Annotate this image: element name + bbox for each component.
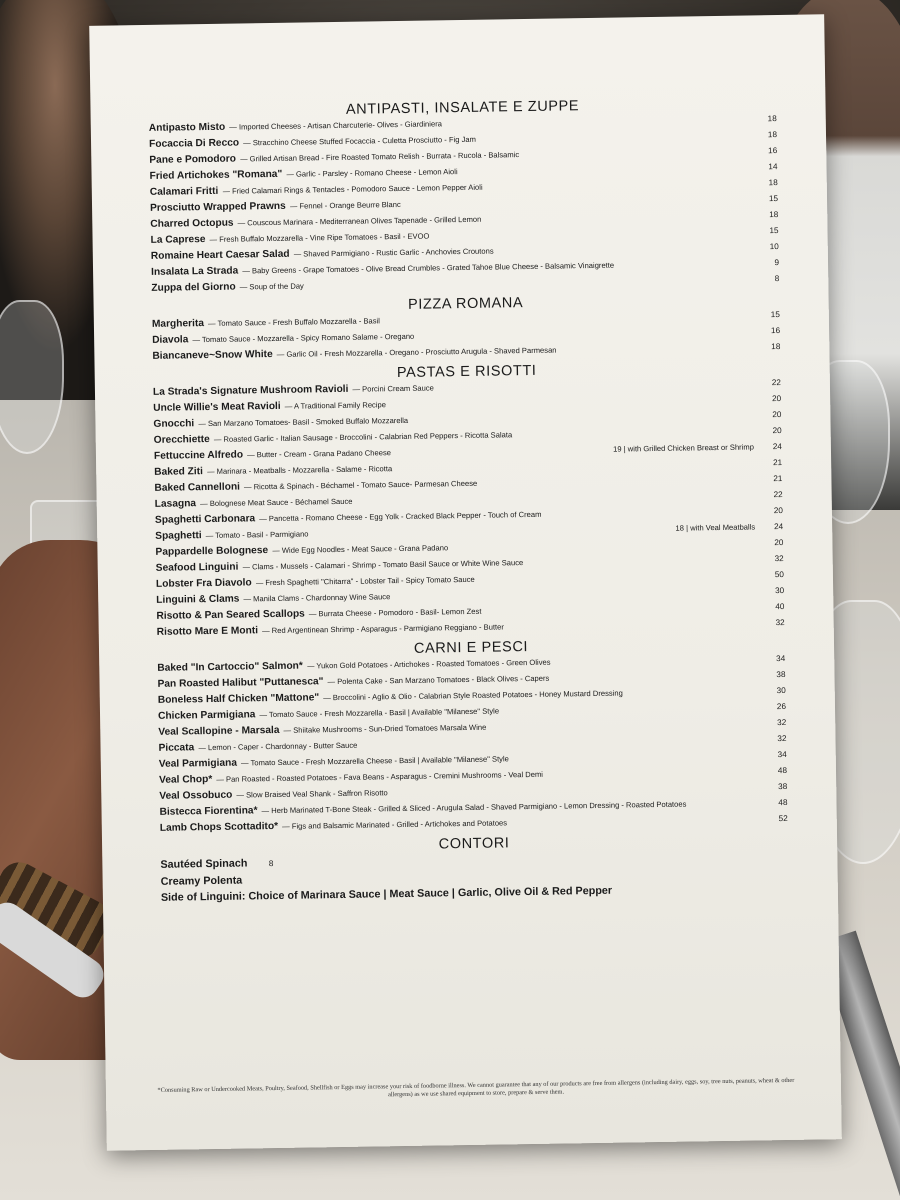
item-desc: — Tomato - Basil - Parmigiano: [205, 529, 309, 541]
item-name: Pan Roasted Halibut "Puttanesca": [157, 676, 324, 690]
item-price: 20: [772, 410, 782, 420]
item-name: Lasagna: [154, 498, 197, 510]
item-desc: — Lemon - Caper - Chardonnay - Butter Sauce: [198, 740, 358, 753]
item-name: Charred Octopus: [150, 217, 234, 230]
item-name: Margherita: [151, 318, 205, 330]
item-name: Focaccia Di Recco: [148, 137, 240, 150]
item-price: 34: [776, 653, 786, 664]
item-list: [149, 111, 780, 297]
item-price: 15: [769, 226, 779, 236]
item-desc: — Porcini Cream Sauce: [352, 383, 434, 394]
item-desc: — Fresh Spaghetti "Chitarra" - Lobster Tail - Spicy Tomato Sauce: [255, 574, 475, 588]
item-name: Lobster Fra Diavolo: [155, 577, 252, 590]
item-name: Boneless Half Chicken "Mattone": [157, 692, 320, 706]
item-name: Baked "In Cartoccio" Salmon*: [157, 660, 303, 674]
item-name: Prosciutto Wrapped Prawns: [149, 200, 286, 214]
item-desc: — Imported Cheeses - Artisan Charcuterie- Olives - Giardiniera: [229, 119, 442, 132]
item-price: 18: [768, 178, 778, 188]
item-name: Sautéed Spinach: [160, 857, 248, 871]
item-price: 32: [774, 554, 784, 564]
item-name: Spaghetti Carbonara: [154, 513, 256, 526]
section-title: CONTORI: [438, 835, 510, 853]
item-name: Veal Ossobuco: [159, 789, 233, 802]
item-desc: — Shaved Parmigiano - Rustic Garlic - Anchovies Croutons: [293, 246, 494, 259]
item-desc: — A Traditional Family Recipe: [284, 400, 387, 411]
item-name: Veal Parmigiana: [158, 757, 238, 770]
item-price: 18: [767, 114, 777, 124]
item-desc: — Tomato Sauce - Fresh Mozzarella Cheese - Basil | Available "Milanese" Style: [240, 754, 509, 768]
item-price: 26: [776, 701, 787, 712]
item-name: Creamy Polenta: [160, 874, 243, 888]
item-desc: — Slow Braised Veal Shank - Saffron Risotto: [236, 788, 388, 800]
item-price: 30: [774, 585, 785, 596]
item-name: Gnocchi: [153, 418, 195, 430]
item-name: Chicken Parmigiana: [157, 709, 256, 722]
item-desc: — Fried Calamari Rings & Tentacles - Pomodoro Sauce - Lemon Pepper Aioli: [222, 182, 483, 196]
item-list: [160, 847, 789, 906]
item-name: Linguini & Clams: [156, 593, 240, 606]
item-name: Risotto & Pan Seared Scallops: [156, 608, 305, 622]
item-desc: — Wide Egg Noodles - Meat Sauce - Grana Padano: [272, 543, 449, 556]
item-price: 48: [777, 765, 788, 776]
item-price: 21: [773, 474, 783, 484]
item-name: Fettuccine Alfredo: [153, 449, 244, 462]
item-desc: — Grilled Artisan Bread - Fire Roasted Tomato Relish - Burrata - Rucola - Balsamic: [239, 150, 520, 164]
item-desc: — Red Argentinean Shrimp - Asparagus - Parmigiano Reggiano - Butter: [261, 622, 504, 636]
item-price: 8: [268, 859, 274, 869]
item-note: 18 | with Veal Meatballs: [675, 522, 756, 533]
section-title: PIZZA ROMANA: [407, 295, 524, 313]
item-name: Orecchiette: [153, 433, 210, 446]
item-desc: — Stracchino Cheese Stuffed Focaccia - Culetta Prosciutto - Fig Jam: [243, 134, 476, 148]
item-desc: — Tomato Sauce - Mozzarella - Spicy Romano Salame - Oregano: [192, 331, 415, 345]
item-price: 38: [776, 669, 786, 680]
item-name: Pane e Pomodoro: [149, 153, 237, 166]
item-desc: — Polenta Cake - San Marzano Tomatoes - Black Olives - Capers: [327, 673, 550, 687]
item-list: [152, 307, 781, 365]
item-price: 22: [773, 490, 783, 500]
item-desc: — San Marzano Tomatoes- Basil - Smoked Buffalo Mozzarella: [198, 415, 409, 429]
item-name: La Caprese: [150, 234, 206, 246]
item-desc: — Pancetta - Romano Cheese - Egg Yolk - Cracked Black Pepper - Touch of Cream: [259, 509, 542, 524]
item-price: 20: [774, 538, 784, 548]
section-title: PASTAS E RISOTTI: [396, 362, 537, 382]
item-name: Side of Linguini: Choice of Marinara Sauce | Meat Sauce | Garlic, Olive Oil & Red Pepper: [160, 884, 613, 904]
item-price: 22: [771, 378, 781, 388]
item-name: Zuppa del Giorno: [151, 281, 236, 294]
item-desc: — Garlic Oil - Fresh Mozzarella - Oregano - Prosciutto Arugula - Shaved Parmesan: [276, 345, 557, 359]
section-contorni: [160, 831, 789, 906]
item-price: 52: [778, 813, 788, 824]
item-name: Fried Artichokes "Romana": [149, 168, 283, 182]
item-desc: — Tomato Sauce - Fresh Buffalo Mozzarella - Basil: [207, 316, 380, 329]
item-price: 32: [777, 733, 787, 744]
item-name: Pappardelle Bolognese: [155, 545, 269, 558]
item-desc: — Soup of the Day: [239, 281, 304, 292]
item-price: 14: [768, 162, 778, 172]
section-antipasti: [148, 95, 779, 297]
item-desc: — Couscous Marinara - Mediterranean Olives Tapenade - Grilled Lemon: [237, 214, 482, 228]
item-price: 18: [769, 210, 779, 220]
allergen-disclaimer: *Consuming Raw or Undercooked Meats, Poultry, Seafood, Shellfish or Eggs may increase your risk of foodborne illness. We cannot guarantee that any of our products are free from allergens (including dairy, eggs, soy, tree nuts, peanuts, wheat & other allergens) as we use shared equipment to store, prepare & serve them.: [157, 1076, 795, 1099]
item-desc: — Broccolini - Aglio & Olio - Calabrian Style Roasted Potatoes - Honey Mustard Dressing: [323, 688, 623, 703]
item-name: Lamb Chops Scottadito*: [159, 820, 279, 834]
item-price: 48: [778, 797, 788, 808]
item-name: Baked Ziti: [154, 466, 203, 478]
item-name: Diavola: [152, 334, 189, 346]
item-price: 40: [775, 601, 785, 612]
item-name: Bistecca Fiorentina*: [159, 805, 258, 818]
item-price: 24: [773, 522, 784, 532]
item-price: 32: [775, 617, 785, 628]
item-desc: — Herb Marinated T-Bone Steak - Grilled & Sliced - Arugula Salad - Shaved Parmigiano - Lemon Dressing - Roasted Potatoes: [261, 799, 687, 816]
item-price: 24: [772, 442, 782, 452]
item-desc: — Bolognese Meat Sauce - Béchamel Sauce: [200, 496, 353, 509]
item-name: Seafood Linguini: [155, 561, 239, 574]
item-name: Veal Chop*: [158, 774, 213, 786]
item-price: 50: [774, 569, 784, 580]
item-name: Uncle Willie's Meat Ravioli: [153, 400, 281, 414]
item-price: 18: [771, 342, 781, 352]
item-price: 9: [774, 258, 780, 268]
item-name: Risotto Mare E Monti: [156, 625, 259, 638]
item-desc: — Pan Roasted - Roasted Potatoes - Fava Beans - Asparagus - Cremini Mushrooms - Veal Demi: [216, 769, 543, 784]
item-desc: — Yukon Gold Potatoes - Artichokes - Roasted Tomatoes - Green Olives: [306, 657, 551, 671]
item-name: Insalata La Strada: [151, 265, 239, 278]
item-price: 18: [767, 130, 778, 140]
item-price: 8: [774, 274, 780, 284]
item-desc: — Shiitake Mushrooms - Sun-Dried Tomatoes Marsala Wine: [283, 722, 487, 735]
item-name: Baked Cannelloni: [154, 481, 241, 494]
item-price: 15: [768, 194, 779, 204]
section-carni: [157, 635, 788, 837]
item-price: 20: [773, 506, 783, 516]
item-name: Biancaneve~Snow White: [152, 349, 273, 362]
item-price: 10: [769, 242, 779, 252]
item-desc: — Ricotta & Spinach - Béchamel - Tomato Sauce- Parmesan Cheese: [243, 478, 478, 492]
item-desc: — Manila Clams - Chardonnay Wine Sauce: [243, 592, 391, 604]
item-desc: — Tomato Sauce - Fresh Mozzarella - Basil | Available "Milanese" Style: [259, 706, 500, 720]
item-list: [157, 651, 788, 837]
item-price: 20: [771, 394, 782, 404]
item-price: 16: [768, 146, 778, 156]
item-price: 21: [772, 458, 783, 468]
item-price: 16: [770, 326, 781, 336]
section-title: CARNI E PESCI: [413, 639, 529, 657]
item-desc: — Clams - Mussels - Calamari - Shrimp - Tomato Basil Sauce or White Wine Sauce: [242, 558, 524, 572]
item-name: La Strada's Signature Mushroom Ravioli: [152, 383, 349, 398]
item-name: Veal Scallopine - Marsala: [158, 724, 280, 738]
section-pastas: [153, 359, 785, 641]
item-desc: — Baby Greens - Grape Tomatoes - Olive Bread Crumbles - Grated Tahoe Blue Cheese - Balsamic Vinaigrette: [242, 260, 615, 276]
item-price: 20: [772, 426, 782, 436]
item-price: 15: [770, 310, 780, 320]
item-price: 38: [778, 781, 788, 792]
section-title: ANTIPASTI, INSALATE E ZUPPE: [345, 98, 580, 118]
item-desc: — Butter - Cream - Grana Padano Cheese: [246, 448, 392, 460]
item-desc: — Roasted Garlic - Italian Sausage - Broccolini - Calabrian Red Peppers - Ricotta Salata: [213, 430, 513, 444]
item-name: Piccata: [158, 742, 195, 754]
item-name: Spaghetti: [155, 530, 202, 542]
item-desc: — Garlic - Parsley - Romano Cheese - Lemon Aioli: [286, 167, 458, 179]
item-desc: — Marinara - Meatballs - Mozzarella - Salame - Ricotta: [206, 464, 393, 477]
item-price: 34: [777, 749, 787, 760]
item-name: Antipasto Misto: [148, 121, 226, 134]
item-list: [153, 375, 785, 641]
item-price: 30: [776, 685, 786, 696]
item-desc: — Fresh Buffalo Mozzarella - Vine Ripe Tomatoes - Basil - EVOO: [209, 231, 430, 244]
section-pizza: [152, 291, 781, 365]
item-desc: — Fennel - Orange Beurre Blanc: [289, 199, 401, 211]
item-price: 32: [777, 717, 787, 728]
menu-sheet: [89, 14, 842, 1150]
item-desc: — Burrata Cheese - Pomodoro - Basil- Lemon Zest: [308, 606, 482, 619]
item-desc: — Figs and Balsamic Marinated - Grilled - Artichokes and Potatoes: [282, 818, 508, 831]
menu-content: [148, 95, 789, 910]
item-name: Romaine Heart Caesar Salad: [150, 248, 290, 262]
item-name: Calamari Fritti: [149, 185, 219, 198]
item-note: 19 | with Grilled Chicken Breast or Shrimp: [613, 442, 754, 454]
